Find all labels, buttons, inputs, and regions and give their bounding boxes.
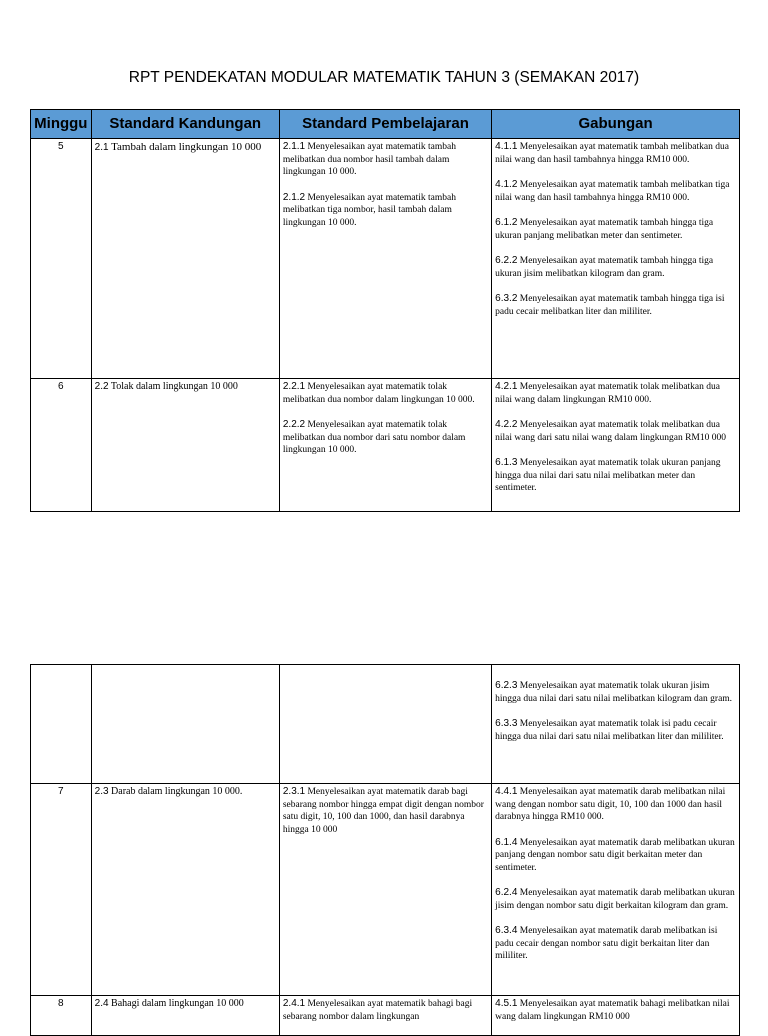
pembelajaran-item [283, 192, 488, 230]
header-gabungan: Gabungan [492, 110, 740, 139]
item-code: 6.1.4 [495, 836, 518, 848]
standard-pembelajaran-cell [279, 784, 491, 996]
item-code: 2.1.2 [282, 191, 306, 203]
item-text: Bahagi dalam lingkungan 10 000 [108, 998, 244, 1009]
pembelajaran-item [283, 419, 488, 457]
standard-pembelajaran-cell [279, 139, 491, 379]
gabungan-cell [492, 665, 740, 784]
gabungan-cell [492, 996, 740, 1036]
item-code: 2.2.2 [282, 419, 306, 430]
item-code: 4.2.1 [495, 381, 518, 392]
gabungan-item [495, 217, 736, 242]
gabungan-item [495, 887, 736, 912]
item-text: Tambah dalam lingkungan 10 000 [108, 141, 262, 153]
standard-kandungan-cell [91, 379, 279, 512]
kandungan-item [95, 381, 276, 394]
table-header-row [31, 110, 740, 139]
gabungan-item [495, 718, 736, 743]
standard-kandungan-cell [91, 139, 279, 379]
item-code: 4.1.1 [495, 141, 518, 152]
pembelajaran-item [283, 381, 488, 406]
item-code: 4.1.2 [495, 179, 518, 190]
standard-pembelajaran-cell [279, 665, 491, 784]
kandungan-item [95, 141, 276, 155]
item-text: Menyelesaikan ayat matematik tolak melibatkan dua nilai wang dari satu nilai wang dalam lingkungan RM10 000 [495, 420, 727, 443]
pembelajaran-item [283, 786, 488, 836]
standard-kandungan-cell [91, 996, 279, 1036]
item-code: 2.4 [94, 998, 109, 1009]
item-text: Tolak dalam lingkungan 10 000 [108, 381, 238, 392]
minggu-cell: 5 [31, 139, 92, 379]
standard-pembelajaran-cell [279, 379, 491, 512]
minggu-cell: 8 [31, 996, 92, 1036]
gabungan-item [495, 179, 736, 204]
item-code: 6.3.4 [495, 925, 518, 936]
item-code: 4.5.1 [495, 998, 518, 1009]
minggu-cell [31, 665, 92, 784]
gabungan-cell [492, 379, 740, 512]
item-code: 2.1.1 [282, 141, 306, 152]
item-text: Menyelesaikan ayat matematik tambah melibatkan dua nilai wang dan hasil tambahnya hingga RM10 000. [495, 142, 729, 165]
item-code: 6.1.3 [495, 457, 518, 468]
standard-kandungan-cell [91, 665, 279, 784]
gabungan-item [495, 680, 736, 705]
gabungan-item [495, 837, 736, 875]
item-code: 2.2 [94, 381, 109, 392]
table-row [31, 379, 740, 512]
rpt-table-page-1 [30, 109, 740, 512]
item-text: Menyelesaikan ayat matematik tambah melibatkan tiga nombor, hasil tambah dalam lingkungan 10 000. [282, 192, 456, 228]
item-text: Menyelesaikan ayat matematik tolak melibatkan dua nilai wang dalam lingkungan RM10 000. [495, 382, 720, 405]
gabungan-item [495, 141, 736, 166]
item-code: 2.4.1 [282, 998, 306, 1009]
gabungan-cell [492, 784, 740, 996]
item-text: Menyelesaikan ayat matematik darab melibatkan ukuran panjang dengan nombor satu digit berkaitan meter dan sentimeter. [495, 837, 735, 873]
item-text: Menyelesaikan ayat matematik bahagi bagi sebarang nombor dalam lingkungan [282, 999, 473, 1022]
item-code: 4.2.2 [495, 419, 518, 430]
item-text: Menyelesaikan ayat matematik tolak ukuran panjang hingga dua nilai dari satu nilai melibatkan meter dan sentimeter. [495, 458, 721, 493]
item-text: Menyelesaikan ayat matematik darab melibatkan ukuran jisim dengan nombor satu digit berkaitan kilogram dan gram. [495, 888, 735, 911]
item-text: Menyelesaikan ayat matematik darab bagi sebarang nombor hingga empat digit dengan nombor satu digit, 10, 100 dan 1000, dan hasil darabnya hingga 10 000 [282, 787, 484, 835]
item-text: Menyelesaikan ayat matematik tolak melibatkan dua nombor dari satu nombor dalam lingkungan 10 000. [282, 420, 466, 455]
minggu-cell: 6 [31, 379, 92, 512]
gabungan-item [495, 998, 736, 1023]
item-text: Menyelesaikan ayat matematik tolak isi padu cecair hingga dua nilai dari satu nilai melibatkan liter dan mililiter. [495, 719, 724, 742]
item-text: Menyelesaikan ayat matematik bahagi melibatkan nilai wang dalam lingkungan RM10 000 [495, 999, 730, 1022]
item-text: Menyelesaikan ayat matematik darab melibatkan nilai wang dengan nombor satu digit, 10, 100 dan 1000 dan hasil darabnya hingga RM10 000. [495, 787, 726, 822]
table-row [31, 996, 740, 1036]
standard-kandungan-cell [91, 784, 279, 996]
gabungan-item [495, 381, 736, 406]
pembelajaran-item [283, 998, 488, 1023]
item-text: Menyelesaikan ayat matematik tambah hingga tiga ukuran panjang melibatkan meter dan sentimeter. [495, 218, 714, 241]
item-code: 2.1 [94, 142, 109, 153]
gabungan-item [495, 925, 736, 963]
minggu-cell: 7 [31, 784, 92, 996]
gabungan-item [495, 255, 736, 280]
gabungan-item [495, 786, 736, 824]
gabungan-item [495, 457, 736, 495]
item-text: Menyelesaikan ayat matematik tambah melibatkan tiga nilai wang dan hasil tambahnya hingga RM10 000. [495, 180, 730, 203]
item-code: 4.4.1 [495, 786, 518, 797]
header-minggu: Minggu [31, 110, 92, 139]
item-code: 6.2.4 [495, 887, 518, 898]
header-standard-kandungan: Standard Kandungan [91, 110, 279, 139]
header-standard-pembelajaran: Standard Pembelajaran [279, 110, 491, 139]
gabungan-item [495, 419, 736, 444]
rpt-table-page-2 [30, 664, 740, 1036]
item-code: 2.2.1 [282, 381, 306, 392]
kandungan-item [95, 786, 276, 799]
document-title: RPT PENDEKATAN MODULAR MATEMATIK TAHUN 3 (SEMAKAN 2017) [128, 69, 640, 86]
item-text: Menyelesaikan ayat matematik tolak ukuran jisim hingga dua nilai dari satu nilai melibatkan kilogram dan gram. [495, 681, 733, 704]
item-code: 2.3 [94, 786, 109, 797]
item-code: 6.1.2 [495, 217, 518, 228]
item-text: Menyelesaikan ayat matematik tolak melibatkan dua nombor dalam lingkungan 10 000. [282, 382, 475, 405]
item-code: 2.3.1 [282, 786, 306, 797]
item-text: Menyelesaikan ayat matematik tambah melibatkan dua nombor hasil tambah dalam lingkungan 10 000. [282, 142, 456, 177]
gabungan-item [495, 293, 736, 318]
table-row [31, 665, 740, 784]
item-text: Menyelesaikan ayat matematik tambah hingga tiga isi padu cecair melibatkan liter dan mililiter. [495, 294, 725, 317]
kandungan-item [95, 998, 276, 1011]
item-code: 6.2.3 [495, 680, 518, 691]
item-text: Menyelesaikan ayat matematik tambah hingga tiga ukuran jisim melibatkan kilogram dan gram. [495, 256, 714, 279]
pembelajaran-item [283, 141, 488, 179]
table-row [31, 784, 740, 996]
item-text: Darab dalam lingkungan 10 000. [108, 786, 243, 797]
gabungan-cell [492, 139, 740, 379]
item-code: 6.3.3 [495, 718, 518, 729]
item-text: Menyelesaikan ayat matematik darab melibatkan isi padu cecair dengan nombor satu digit berkaitan liter dan mililiter. [495, 926, 718, 961]
table-row [31, 139, 740, 379]
standard-pembelajaran-cell [279, 996, 491, 1036]
item-code: 6.2.2 [495, 255, 518, 266]
item-code: 6.3.2 [495, 293, 518, 304]
